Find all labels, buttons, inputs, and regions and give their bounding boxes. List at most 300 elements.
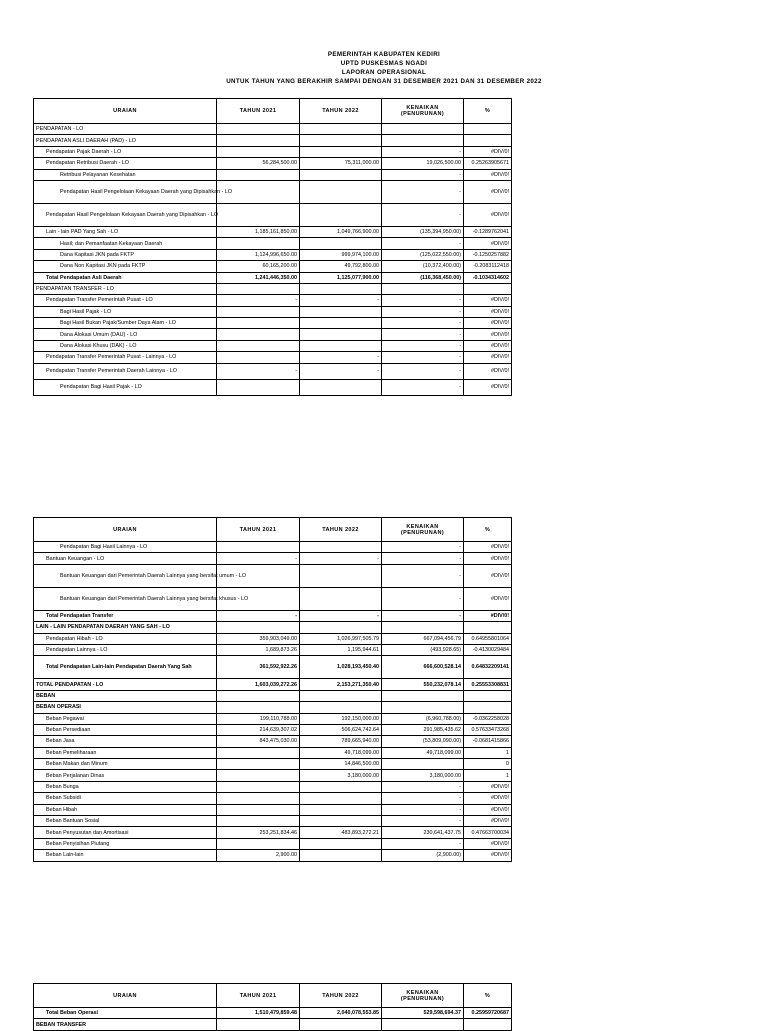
change-percent: #DIV/0! (464, 295, 512, 306)
value-2022 (300, 340, 382, 351)
value-2021: 253,251,834.46 (217, 827, 300, 838)
report-title-line-1: PEMERINTAH KABUPATEN KEDIRI (327, 51, 441, 58)
row-label: Pendapatan Transfer Pemerintah Daerah Lainnya - LO (34, 363, 217, 379)
value-2021 (217, 690, 300, 701)
change-value: - (382, 610, 464, 621)
table-row (34, 542, 512, 553)
value-2022: 192,150,000.00 (300, 713, 382, 724)
value-2021 (217, 238, 300, 249)
column-header-uraian: URAIAN (34, 984, 217, 1008)
table-row (34, 226, 512, 237)
row-label: Dana Non Kapitasi JKN pada FKTP (34, 261, 217, 272)
row-label: Pendapatan Hibah - LO (34, 633, 217, 644)
table-row (34, 736, 512, 747)
column-header-kenaikan-line-2: (PENURUNAN) (400, 529, 445, 536)
change-percent: #DIV/0! (464, 238, 512, 249)
row-label: Pendapatan Hasil Pengelolaan Kekayaan Daerah yang Dipisahkan - LO (34, 180, 217, 203)
table-row (34, 553, 512, 564)
change-value: 550,232,078.14 (382, 679, 464, 690)
row-label: Pendapatan Transfer Pemerintah Pusat - Lainnya - LO (34, 352, 217, 363)
value-2021 (217, 169, 300, 180)
value-2022: - (300, 352, 382, 363)
table-row (34, 633, 512, 644)
row-label: Beban Bantuan Sosial (34, 816, 217, 827)
change-percent: 0.64832209141 (464, 656, 512, 679)
row-label: Pendapatan Lainnya - LO (34, 644, 217, 655)
report-table-page-2 (33, 517, 512, 862)
change-value: 667,094,456.79 (382, 633, 464, 644)
row-label: Total Beban Operasi (34, 1008, 217, 1019)
change-value: - (382, 587, 464, 610)
change-value (382, 622, 464, 633)
column-header-percent: % (464, 99, 512, 124)
row-label: Beban Bunga (34, 781, 217, 792)
change-value: - (382, 564, 464, 587)
change-value: (116,368,450.00) (382, 272, 464, 283)
table-row (34, 238, 512, 249)
row-label: Beban Hibah (34, 804, 217, 815)
value-2021 (217, 622, 300, 633)
value-2021 (217, 318, 300, 329)
change-percent: -0.0362258028 (464, 713, 512, 724)
table-row (34, 838, 512, 849)
value-2021: 1,603,039,272.26 (217, 679, 300, 690)
value-2022: - (300, 295, 382, 306)
value-2022 (300, 622, 382, 633)
table-row (34, 1019, 512, 1030)
change-value: - (382, 329, 464, 340)
change-value: 291,985,435.62 (382, 724, 464, 735)
change-percent: 0.47663700034 (464, 827, 512, 838)
value-2021: 2,900.00 (217, 850, 300, 861)
change-value: - (382, 295, 464, 306)
row-label: Total Pendapatan Transfer (34, 610, 217, 621)
change-percent: #DIV/0! (464, 146, 512, 157)
change-percent: #DIV/0! (464, 352, 512, 363)
value-2022 (300, 203, 382, 226)
value-2022 (300, 329, 382, 340)
change-percent (464, 135, 512, 146)
value-2021: - (217, 295, 300, 306)
table-row (34, 203, 512, 226)
change-value: - (382, 816, 464, 827)
table-row (34, 158, 512, 169)
change-percent: #DIV/0! (464, 379, 512, 395)
change-value: (135,394,950.00) (382, 226, 464, 237)
row-label: Total Pendapatan Lain-lain Pendapatan Daerah Yang Sah (34, 656, 217, 679)
report-table-page-3 (33, 983, 512, 1031)
table-row (34, 713, 512, 724)
column-header-percent: % (464, 518, 512, 542)
value-2021: 1,689,873.26 (217, 644, 300, 655)
change-value: 3,180,000.00 (382, 770, 464, 781)
row-label: Beban Persediaan (34, 724, 217, 735)
change-percent: 1 (464, 770, 512, 781)
change-percent: 1 (464, 747, 512, 758)
change-value: - (382, 542, 464, 553)
value-2022: - (300, 363, 382, 379)
value-2022 (300, 690, 382, 701)
table-row (34, 702, 512, 713)
value-2021: 214,639,307.02 (217, 724, 300, 735)
table-row (34, 329, 512, 340)
table-row (34, 283, 512, 294)
table-row (34, 306, 512, 317)
change-percent: #DIV/0! (464, 306, 512, 317)
table-row (34, 679, 512, 690)
column-header-tahun-2021: TAHUN 2021 (217, 984, 300, 1008)
value-2021 (217, 306, 300, 317)
value-2021 (217, 816, 300, 827)
value-2022 (300, 850, 382, 861)
value-2022 (300, 1019, 382, 1030)
table-row (34, 379, 512, 395)
value-2022 (300, 283, 382, 294)
change-percent: -0.4130029484 (464, 644, 512, 655)
row-label: Beban Jasa (34, 736, 217, 747)
change-value: - (382, 306, 464, 317)
row-label: Bantuan Keuangan - LO (34, 553, 217, 564)
value-2022: 1,028,193,450.40 (300, 656, 382, 679)
value-2022 (300, 838, 382, 849)
table-row (34, 793, 512, 804)
value-2022: 1,049,766,900.00 (300, 226, 382, 237)
row-label: BEBAN TRANSFER (34, 1019, 217, 1030)
change-value: - (382, 340, 464, 351)
row-label: LAIN - LAIN PENDAPATAN DAERAH YANG SAH - LO (34, 622, 217, 633)
table-row (34, 747, 512, 758)
value-2022: - (300, 553, 382, 564)
change-value: - (382, 804, 464, 815)
change-percent: #DIV/0! (464, 318, 512, 329)
table-row (34, 610, 512, 621)
table-row (34, 656, 512, 679)
value-2022: 14,846,500.00 (300, 759, 382, 770)
value-2022 (300, 135, 382, 146)
value-2022: 483,893,272.21 (300, 827, 382, 838)
value-2021: - (217, 553, 300, 564)
value-2022 (300, 702, 382, 713)
change-value: (6,960,788.00) (382, 713, 464, 724)
value-2021 (217, 838, 300, 849)
value-2022: 999,974,100.00 (300, 249, 382, 260)
table-row (34, 169, 512, 180)
change-percent: #DIV/0! (464, 542, 512, 553)
table-row (34, 1008, 512, 1019)
change-percent: #DIV/0! (464, 553, 512, 564)
change-percent (464, 283, 512, 294)
change-value (382, 690, 464, 701)
change-value: 666,600,528.14 (382, 656, 464, 679)
value-2021: 1,185,161,850.00 (217, 226, 300, 237)
change-value: (10,372,400.00) (382, 261, 464, 272)
row-label: PENDAPATAN TRANSFER - LO (34, 283, 217, 294)
column-header-kenaikan (382, 984, 464, 1008)
change-value: (125,022,550.00) (382, 249, 464, 260)
report-title-line-2: UPTD PUSKESMAS NGADI (340, 60, 428, 67)
change-value (382, 135, 464, 146)
row-label: Beban Pegawai (34, 713, 217, 724)
change-value: (53,809,090.00) (382, 736, 464, 747)
change-percent: #DIV/0! (464, 781, 512, 792)
change-percent: #DIV/0! (464, 564, 512, 587)
row-label: Pendapatan Bagi Hasil Lainnya - LO (34, 542, 217, 553)
row-label: Pendapatan Bagi Hasil Pajak - LO (34, 379, 217, 395)
value-2022 (300, 804, 382, 815)
table-row (34, 124, 512, 135)
change-percent: #DIV/0! (464, 816, 512, 827)
table-row (34, 827, 512, 838)
row-label: Bagi Hasil Bukan Pajak/Sumber Daya Alam - LO (34, 318, 217, 329)
row-label: Pendapatan Retribusi Daerah - LO (34, 158, 217, 169)
change-value: 19,026,500.00 (382, 158, 464, 169)
table-row (34, 564, 512, 587)
change-value: - (382, 169, 464, 180)
value-2022 (300, 793, 382, 804)
value-2022: 506,624,742.64 (300, 724, 382, 735)
value-2021 (217, 1019, 300, 1030)
value-2021: 1,241,446,350.00 (217, 272, 300, 283)
change-percent (464, 702, 512, 713)
table-row (34, 850, 512, 861)
table-row (34, 352, 512, 363)
value-2021: - (217, 363, 300, 379)
change-value: - (382, 352, 464, 363)
change-percent: 0.25553308831 (464, 679, 512, 690)
value-2022: 75,311,000.00 (300, 158, 382, 169)
change-percent: 0 (464, 759, 512, 770)
value-2021: 359,903,049.00 (217, 633, 300, 644)
table-row (34, 644, 512, 655)
table-header-row (34, 984, 512, 1008)
value-2022 (300, 318, 382, 329)
change-percent: #DIV/0! (464, 169, 512, 180)
report-table-page-1 (33, 98, 512, 396)
change-percent: #DIV/0! (464, 804, 512, 815)
value-2022 (300, 781, 382, 792)
column-header-kenaikan (382, 99, 464, 124)
row-label: Beban Makan dan Minum (34, 759, 217, 770)
value-2022: 789,665,940.00 (300, 736, 382, 747)
table-row (34, 724, 512, 735)
change-value (382, 124, 464, 135)
change-percent: -0.2083112418 (464, 261, 512, 272)
value-2021 (217, 781, 300, 792)
report-title-line-4: UNTUK TAHUN YANG BERAKHIR SAMPAI DENGAN 31 DESEMBER 2021 DAN 31 DESEMBER 2022 (226, 78, 542, 85)
column-header-kenaikan-line-1: KENAIKAN (406, 989, 439, 996)
change-percent (464, 690, 512, 701)
value-2022: 49,792,800.00 (300, 261, 382, 272)
table-row (34, 272, 512, 283)
table-body (34, 542, 512, 862)
change-percent: -0.1250257882 (464, 249, 512, 260)
column-header-kenaikan-line-1: KENAIKAN (406, 105, 439, 111)
change-value: 49,718,099.00 (382, 747, 464, 758)
change-percent: -0.1034314602 (464, 272, 512, 283)
column-header-uraian: URAIAN (34, 518, 217, 542)
change-percent: 0.64955801064 (464, 633, 512, 644)
table-row (34, 295, 512, 306)
column-header-kenaikan (382, 518, 464, 542)
table-row (34, 816, 512, 827)
value-2021 (217, 340, 300, 351)
value-2022 (300, 169, 382, 180)
value-2021: 199,110,788.00 (217, 713, 300, 724)
table-row (34, 363, 512, 379)
change-percent: #DIV/0! (464, 838, 512, 849)
table-row (34, 770, 512, 781)
change-value: - (382, 781, 464, 792)
value-2021 (217, 203, 300, 226)
column-header-tahun-2022: TAHUN 2022 (300, 984, 382, 1008)
column-header-tahun-2022: TAHUN 2022 (300, 99, 382, 124)
change-value: - (382, 238, 464, 249)
row-label: PENDAPATAN - LO (34, 124, 217, 135)
row-label: Retribusi Pelayanan Kesehatan (34, 169, 217, 180)
table-header-row (34, 99, 512, 124)
value-2022 (300, 816, 382, 827)
change-percent: #DIV/0! (464, 203, 512, 226)
row-label: BEBAN OPERASI (34, 702, 217, 713)
change-percent: #DIV/0! (464, 587, 512, 610)
value-2021: 843,475,030.00 (217, 736, 300, 747)
row-label: Total Pendapatan Asli Daerah (34, 272, 217, 283)
row-label: BEBAN (34, 690, 217, 701)
change-percent: #DIV/0! (464, 180, 512, 203)
value-2021 (217, 124, 300, 135)
row-label: Beban Perjalanan Dinas (34, 770, 217, 781)
value-2022 (300, 238, 382, 249)
row-label: Bantuan Keuangan dari Pemerintah Daerah Lainnya yang bersifat khusus - LO (34, 587, 217, 610)
change-percent: 0.25263905671 (464, 158, 512, 169)
value-2021 (217, 135, 300, 146)
change-value: - (382, 553, 464, 564)
value-2021 (217, 329, 300, 340)
row-label: Pendapatan Hasil Pengelolaan Kekayaan Daerah yang Dipisahkan - LO (34, 203, 217, 226)
change-value (382, 283, 464, 294)
value-2021 (217, 770, 300, 781)
value-2021 (217, 352, 300, 363)
row-label: Pendapatan Transfer Pemerintah Pusat - LO (34, 295, 217, 306)
row-label: TOTAL PENDAPATAN - LO (34, 679, 217, 690)
change-percent: #DIV/0! (464, 793, 512, 804)
table-row (34, 587, 512, 610)
column-header-uraian: URAIAN (34, 99, 217, 124)
value-2022: - (300, 610, 382, 621)
table-row (34, 249, 512, 260)
column-header-tahun-2021: TAHUN 2021 (217, 518, 300, 542)
value-2022: 1,026,997,505.79 (300, 633, 382, 644)
row-label: Beban Pemeliharaan (34, 747, 217, 758)
change-value: (2,900.00) (382, 850, 464, 861)
change-value: 529,598,694.37 (382, 1008, 464, 1019)
value-2022: 49,718,099.00 (300, 747, 382, 758)
change-value: - (382, 203, 464, 226)
change-percent: 0.25959720687 (464, 1008, 512, 1019)
change-percent: #DIV/0! (464, 340, 512, 351)
table-body (34, 124, 512, 396)
change-value: 230,641,437.75 (382, 827, 464, 838)
value-2021: - (217, 610, 300, 621)
column-header-kenaikan-line-2: (PENURUNAN) (400, 995, 445, 1002)
row-label: Bagi Hasil Pajak - LO (34, 306, 217, 317)
change-percent: #DIV/0! (464, 329, 512, 340)
table-row (34, 690, 512, 701)
value-2022 (300, 542, 382, 553)
value-2022 (300, 564, 382, 587)
value-2021 (217, 283, 300, 294)
value-2021 (217, 747, 300, 758)
table-row (34, 781, 512, 792)
table-row (34, 759, 512, 770)
change-percent: #DIV/0! (464, 850, 512, 861)
value-2022: 2,040,078,553.85 (300, 1008, 382, 1019)
column-header-tahun-2021: TAHUN 2021 (217, 99, 300, 124)
value-2021: 56,284,500.00 (217, 158, 300, 169)
change-percent: -0.1289762041 (464, 226, 512, 237)
value-2022: 1,195,944.61 (300, 644, 382, 655)
change-value: - (382, 793, 464, 804)
change-value: - (382, 318, 464, 329)
value-2022 (300, 124, 382, 135)
change-percent: #DIV/0! (464, 610, 512, 621)
row-label: Dana Kapitasi JKN pada FKTP (34, 249, 217, 260)
value-2021 (217, 702, 300, 713)
column-header-tahun-2022: TAHUN 2022 (300, 518, 382, 542)
change-value: - (382, 379, 464, 395)
table-body (34, 1008, 512, 1031)
table-row (34, 804, 512, 815)
row-label: Beban Subsidi (34, 793, 217, 804)
report-title-line-3: LAPORAN OPERASIONAL (341, 69, 427, 76)
value-2022: 2,153,271,350.40 (300, 679, 382, 690)
value-2022 (300, 587, 382, 610)
value-2021 (217, 804, 300, 815)
value-2022 (300, 306, 382, 317)
row-label: Dana Alokasi Khusu (DAK) - LO (34, 340, 217, 351)
column-header-kenaikan-line-2: (PENURUNAN) (400, 111, 445, 117)
row-label: Bantuan Keuangan dari Pemerintah Daerah Lainnya yang bersifat umum - LO (34, 564, 217, 587)
value-2022: 1,125,077,900.00 (300, 272, 382, 283)
row-label: Beban Lain-lain (34, 850, 217, 861)
table-row (34, 622, 512, 633)
change-percent (464, 622, 512, 633)
change-value (382, 759, 464, 770)
change-value: - (382, 838, 464, 849)
table-row (34, 318, 512, 329)
value-2021: 1,510,479,859.48 (217, 1008, 300, 1019)
value-2022 (300, 146, 382, 157)
row-label: PENDAPATAN ASLI DAERAH (PAD) - LO (34, 135, 217, 146)
change-value: - (382, 363, 464, 379)
table-row (34, 261, 512, 272)
value-2021 (217, 146, 300, 157)
change-percent: -0.0681415866 (464, 736, 512, 747)
table-row (34, 146, 512, 157)
value-2022 (300, 379, 382, 395)
table-row (34, 180, 512, 203)
table-row (34, 135, 512, 146)
value-2021 (217, 759, 300, 770)
table-row (34, 340, 512, 351)
value-2021: 361,592,922.26 (217, 656, 300, 679)
row-label: Pendapatan Pajak Daerah - LO (34, 146, 217, 157)
value-2022 (300, 180, 382, 203)
value-2021: 1,124,996,650.00 (217, 249, 300, 260)
row-label: Beban Penyisihan Piutang (34, 838, 217, 849)
row-label: Lain - lain PAD Yang Sah - LO (34, 226, 217, 237)
column-header-kenaikan-line-1: KENAIKAN (406, 523, 439, 530)
